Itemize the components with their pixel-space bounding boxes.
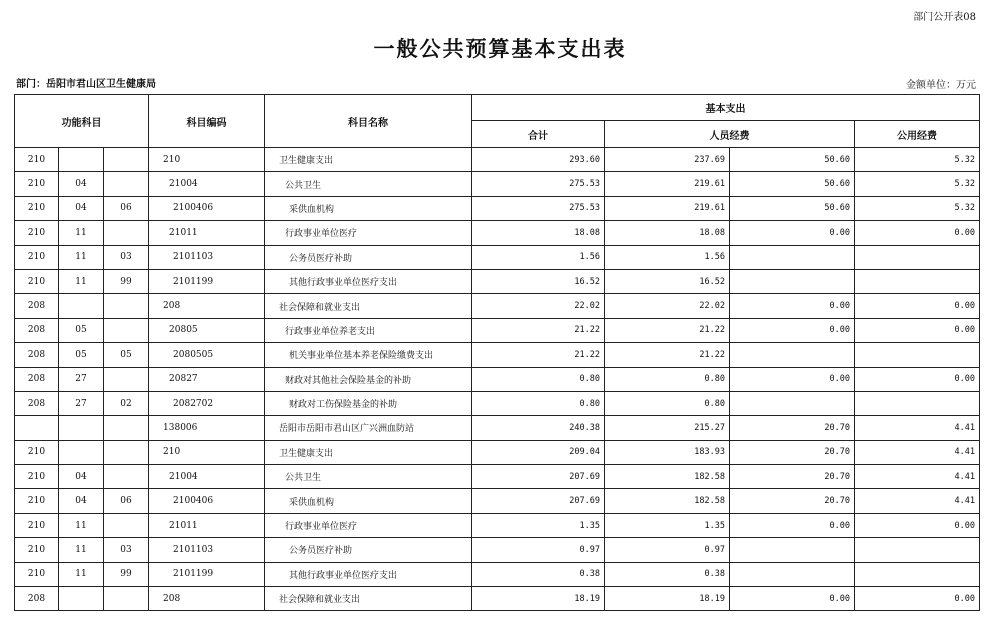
cell-subject-code: 20805	[149, 318, 265, 342]
cell-personnel-sub: 0.00	[730, 318, 855, 342]
cell-function-section	[59, 294, 104, 318]
table-row	[15, 318, 980, 342]
cell-personnel-sub: 20.70	[730, 465, 855, 489]
cell-function-class: 210	[15, 172, 59, 196]
cell-subject-code: 208	[149, 587, 265, 611]
cell-function-class: 208	[15, 587, 59, 611]
cell-personnel: 182.58	[605, 465, 730, 489]
cell-subject-code: 2080505	[149, 343, 265, 367]
cell-personnel: 0.97	[605, 538, 730, 562]
table-row	[15, 391, 980, 415]
cell-function-item: 05	[104, 343, 149, 367]
cell-function-class: 210	[15, 148, 59, 172]
department-label: 部门：岳阳市君山区卫生健康局	[16, 79, 156, 90]
cell-function-class: 210	[15, 245, 59, 269]
cell-total: 209.04	[472, 440, 605, 464]
cell-function-class: 208	[15, 318, 59, 342]
cell-subject-name: 采供血机构	[265, 489, 472, 513]
cell-personnel: 182.58	[605, 489, 730, 513]
cell-function-section: 04	[59, 196, 104, 220]
cell-function-section: 11	[59, 269, 104, 293]
cell-personnel: 21.22	[605, 343, 730, 367]
cell-personnel-sub	[730, 269, 855, 293]
cell-subject-name: 岳阳市岳阳市君山区广兴洲血防站	[265, 416, 472, 440]
cell-subject-code: 21011	[149, 221, 265, 245]
cell-function-item: 02	[104, 391, 149, 415]
table-row	[15, 245, 980, 269]
cell-function-item	[104, 465, 149, 489]
cell-subject-name: 卫生健康支出	[265, 440, 472, 464]
table-row	[15, 465, 980, 489]
cell-public: 0.00	[855, 318, 980, 342]
cell-public	[855, 269, 980, 293]
cell-function-item	[104, 221, 149, 245]
cell-total: 18.19	[472, 587, 605, 611]
table-row	[15, 562, 980, 586]
cell-personnel-sub: 0.00	[730, 221, 855, 245]
cell-subject-name: 采供血机构	[265, 196, 472, 220]
cell-subject-name: 卫生健康支出	[265, 148, 472, 172]
cell-total: 275.53	[472, 196, 605, 220]
cell-function-class	[15, 416, 59, 440]
cell-subject-code: 2100406	[149, 489, 265, 513]
cell-personnel: 18.08	[605, 221, 730, 245]
cell-function-item	[104, 440, 149, 464]
table-row	[15, 489, 980, 513]
cell-function-class: 210	[15, 221, 59, 245]
cell-subject-code: 210	[149, 440, 265, 464]
cell-personnel: 22.02	[605, 294, 730, 318]
cell-function-section: 27	[59, 391, 104, 415]
cell-personnel-sub: 0.00	[730, 294, 855, 318]
header-public: 公用经费	[855, 121, 980, 148]
cell-personnel-sub	[730, 343, 855, 367]
cell-subject-code: 2082702	[149, 391, 265, 415]
cell-subject-code: 138006	[149, 416, 265, 440]
cell-personnel: 16.52	[605, 269, 730, 293]
cell-public: 5.32	[855, 172, 980, 196]
cell-public: 0.00	[855, 221, 980, 245]
unit-label: 金额单位：万元	[906, 80, 976, 91]
header-subject-code: 科目编码	[149, 95, 265, 148]
header-basic-expenditure: 基本支出	[472, 95, 980, 121]
cell-public	[855, 343, 980, 367]
cell-subject-code: 20827	[149, 367, 265, 391]
cell-subject-code: 2101103	[149, 245, 265, 269]
cell-subject-code: 210	[149, 148, 265, 172]
cell-personnel-sub: 20.70	[730, 489, 855, 513]
cell-personnel-sub: 50.60	[730, 172, 855, 196]
cell-public	[855, 538, 980, 562]
cell-personnel: 215.27	[605, 416, 730, 440]
cell-function-section: 11	[59, 513, 104, 537]
cell-subject-name: 公共卫生	[265, 172, 472, 196]
cell-function-section: 04	[59, 465, 104, 489]
cell-function-section	[59, 148, 104, 172]
cell-public: 0.00	[855, 513, 980, 537]
cell-function-class: 208	[15, 294, 59, 318]
cell-function-item: 06	[104, 489, 149, 513]
cell-total: 1.35	[472, 513, 605, 537]
cell-total: 207.69	[472, 489, 605, 513]
cell-subject-name: 社会保障和就业支出	[265, 587, 472, 611]
cell-function-section	[59, 440, 104, 464]
cell-personnel-sub: 50.60	[730, 196, 855, 220]
cell-personnel-sub	[730, 562, 855, 586]
cell-subject-code: 21004	[149, 465, 265, 489]
cell-personnel: 1.56	[605, 245, 730, 269]
cell-personnel-sub: 50.60	[730, 148, 855, 172]
cell-function-class: 208	[15, 343, 59, 367]
cell-personnel: 183.93	[605, 440, 730, 464]
cell-function-item	[104, 172, 149, 196]
cell-total: 240.38	[472, 416, 605, 440]
cell-function-class: 210	[15, 562, 59, 586]
cell-function-section	[59, 587, 104, 611]
cell-function-class: 208	[15, 367, 59, 391]
cell-subject-name: 其他行政事业单位医疗支出	[265, 269, 472, 293]
cell-function-section	[59, 416, 104, 440]
cell-public: 4.41	[855, 440, 980, 464]
cell-personnel-sub	[730, 538, 855, 562]
cell-function-item	[104, 148, 149, 172]
cell-public: 0.00	[855, 587, 980, 611]
cell-function-item: 99	[104, 269, 149, 293]
cell-public: 0.00	[855, 294, 980, 318]
cell-function-section: 11	[59, 538, 104, 562]
cell-subject-name: 行政事业单位医疗	[265, 513, 472, 537]
cell-function-item	[104, 587, 149, 611]
cell-function-section: 04	[59, 172, 104, 196]
cell-function-class: 210	[15, 489, 59, 513]
cell-subject-name: 财政对工伤保险基金的补助	[265, 391, 472, 415]
cell-total: 21.22	[472, 318, 605, 342]
table-row	[15, 416, 980, 440]
cell-subject-name: 财政对其他社会保险基金的补助	[265, 367, 472, 391]
cell-subject-code: 208	[149, 294, 265, 318]
table-row	[15, 538, 980, 562]
table-row	[15, 221, 980, 245]
cell-total: 0.38	[472, 562, 605, 586]
cell-function-item	[104, 416, 149, 440]
table-row	[15, 294, 980, 318]
cell-personnel: 219.61	[605, 172, 730, 196]
cell-function-class: 210	[15, 513, 59, 537]
cell-subject-name: 其他行政事业单位医疗支出	[265, 562, 472, 586]
cell-function-class: 210	[15, 465, 59, 489]
cell-personnel-sub	[730, 245, 855, 269]
cell-subject-name: 公务员医疗补助	[265, 538, 472, 562]
cell-public: 4.41	[855, 416, 980, 440]
cell-function-class: 210	[15, 538, 59, 562]
cell-personnel: 219.61	[605, 196, 730, 220]
cell-function-class: 210	[15, 196, 59, 220]
expenditure-table	[14, 94, 980, 611]
cell-personnel: 0.80	[605, 391, 730, 415]
cell-total: 207.69	[472, 465, 605, 489]
cell-total: 0.80	[472, 367, 605, 391]
cell-subject-code: 2100406	[149, 196, 265, 220]
cell-subject-name: 公共卫生	[265, 465, 472, 489]
cell-subject-code: 21004	[149, 172, 265, 196]
header-function-subject: 功能科目	[15, 95, 149, 148]
table-row	[15, 587, 980, 611]
cell-total: 0.97	[472, 538, 605, 562]
cell-public: 4.41	[855, 489, 980, 513]
cell-personnel: 1.35	[605, 513, 730, 537]
cell-function-item: 06	[104, 196, 149, 220]
table-row	[15, 440, 980, 464]
cell-function-section: 27	[59, 367, 104, 391]
cell-function-item	[104, 318, 149, 342]
table-row	[15, 513, 980, 537]
cell-public	[855, 245, 980, 269]
cell-subject-name: 社会保障和就业支出	[265, 294, 472, 318]
header-total: 合计	[472, 121, 605, 148]
cell-personnel-sub: 0.00	[730, 367, 855, 391]
cell-subject-code: 2101199	[149, 269, 265, 293]
cell-function-item: 03	[104, 245, 149, 269]
cell-function-section: 11	[59, 562, 104, 586]
cell-function-item: 03	[104, 538, 149, 562]
cell-function-section: 05	[59, 343, 104, 367]
cell-function-section: 04	[59, 489, 104, 513]
cell-personnel: 21.22	[605, 318, 730, 342]
cell-public: 5.32	[855, 148, 980, 172]
cell-function-section: 05	[59, 318, 104, 342]
cell-personnel: 237.69	[605, 148, 730, 172]
cell-public	[855, 391, 980, 415]
cell-personnel-sub: 0.00	[730, 513, 855, 537]
cell-total: 22.02	[472, 294, 605, 318]
header-subject-name: 科目名称	[265, 95, 472, 148]
cell-function-section: 11	[59, 221, 104, 245]
table-row	[15, 148, 980, 172]
cell-function-class: 210	[15, 440, 59, 464]
cell-public: 0.00	[855, 367, 980, 391]
table-row	[15, 367, 980, 391]
cell-public: 5.32	[855, 196, 980, 220]
cell-subject-name: 公务员医疗补助	[265, 245, 472, 269]
cell-public: 4.41	[855, 465, 980, 489]
cell-function-section: 11	[59, 245, 104, 269]
cell-subject-name: 机关事业单位基本养老保险缴费支出	[265, 343, 472, 367]
cell-subject-code: 2101103	[149, 538, 265, 562]
cell-function-class: 208	[15, 391, 59, 415]
cell-personnel-sub	[730, 391, 855, 415]
cell-personnel: 0.80	[605, 367, 730, 391]
cell-function-item	[104, 294, 149, 318]
table-row	[15, 343, 980, 367]
cell-personnel: 0.38	[605, 562, 730, 586]
header-personnel: 人员经费	[605, 121, 855, 148]
cell-total: 275.53	[472, 172, 605, 196]
cell-function-item	[104, 367, 149, 391]
cell-total: 18.08	[472, 221, 605, 245]
cell-subject-name: 行政事业单位医疗	[265, 221, 472, 245]
cell-total: 16.52	[472, 269, 605, 293]
cell-function-item: 99	[104, 562, 149, 586]
cell-function-class: 210	[15, 269, 59, 293]
cell-personnel-sub: 0.00	[730, 587, 855, 611]
cell-total: 21.22	[472, 343, 605, 367]
cell-personnel: 18.19	[605, 587, 730, 611]
cell-function-item	[104, 513, 149, 537]
table-row	[15, 196, 980, 220]
table-row	[15, 172, 980, 196]
table-row	[15, 269, 980, 293]
cell-total: 0.80	[472, 391, 605, 415]
page-title: 一般公共预算基本支出表	[373, 37, 627, 61]
cell-subject-code: 2101199	[149, 562, 265, 586]
cell-subject-name: 行政事业单位养老支出	[265, 318, 472, 342]
cell-personnel-sub: 20.70	[730, 416, 855, 440]
cell-personnel-sub: 20.70	[730, 440, 855, 464]
cell-total: 293.60	[472, 148, 605, 172]
cell-total: 1.56	[472, 245, 605, 269]
cell-subject-code: 21011	[149, 513, 265, 537]
table-number-label: 部门公开表08	[913, 12, 976, 23]
cell-public	[855, 562, 980, 586]
